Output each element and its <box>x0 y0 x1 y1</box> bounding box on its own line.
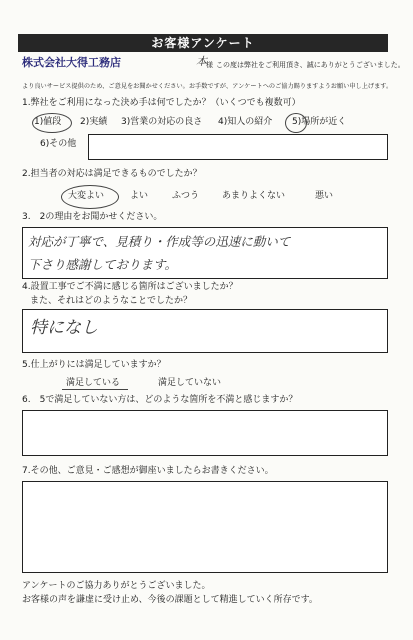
question-4-line-1: 4.設置工事でご不満に感じる箇所はございましたか？ <box>22 282 238 292</box>
q3-answer-line-2: 下さり感謝しております。 <box>28 257 178 272</box>
footer-thanks: アンケートのご協力ありがとうございました。 <box>22 581 211 591</box>
q1-option-price[interactable]: 1)値段 <box>34 117 62 127</box>
q4-answer: 特になし <box>30 318 98 338</box>
q5-option-satisfied-underline <box>62 389 128 390</box>
q2-option-not-good[interactable]: あまりよくない <box>222 191 286 201</box>
intro-honorific: 様 <box>206 61 213 69</box>
intro-request: より良いサービス提供のため、ご意見をお聞かせください。お手数ですが、アンケートへのご協力賜りますようお願い申し上げます。 <box>22 83 393 90</box>
q2-option-very-good[interactable]: 大変よい <box>68 191 105 201</box>
q1-other-field[interactable] <box>88 134 388 160</box>
question-3: 3. 2の理由をお聞かせください。 <box>22 212 163 222</box>
q1-option-results[interactable]: 2)実績 <box>80 117 108 127</box>
q5-option-not-satisfied[interactable]: 満足していない <box>158 378 222 388</box>
q5-option-satisfied[interactable]: 満足している <box>66 378 121 388</box>
customer-name-handwriting: 本 <box>196 55 207 68</box>
footer-commitment: お客様の声を謙虚に受け止め、今後の課題として精進していく所存です。 <box>22 595 318 605</box>
q7-answer-field[interactable] <box>22 481 388 573</box>
q1-other-label: 6)その他 <box>40 139 77 149</box>
q2-option-very-good-circle <box>61 185 119 209</box>
q1-option-location-circle <box>285 113 307 133</box>
question-4-line-2: また、それはどのようなことでしたか？ <box>30 296 193 306</box>
question-5: 5.仕上がりには満足していますか？ <box>22 360 166 370</box>
question-7: 7.その他、ご意見・ご感想が御座いましたらお書きください。 <box>22 466 274 476</box>
question-2: 2.担当者の対応は満足できるものでしたか？ <box>22 169 202 179</box>
q1-option-sales[interactable]: 3)営業の対応の良さ <box>121 117 203 127</box>
q6-answer-field[interactable] <box>22 410 388 456</box>
question-1: 1.弊社をご利用になった決め手は何でしたか？（いくつでも複数可） <box>22 98 301 108</box>
q2-option-bad[interactable]: 悪い <box>315 191 334 201</box>
q1-option-location[interactable]: 5)場所が近く <box>292 117 347 127</box>
q1-option-price-circle <box>32 113 72 133</box>
q1-option-referral[interactable]: 4)知人の紹介 <box>218 117 273 127</box>
intro-thanks: この度は弊社をご利用頂き、誠にありがとうございました。 <box>216 61 405 69</box>
question-6: 6. 5で満足していない方は、どのような箇所を不満と感じますか？ <box>22 395 298 405</box>
q2-option-normal[interactable]: ふつう <box>172 191 200 201</box>
page-title: お客様アンケート <box>18 34 388 52</box>
q3-answer-line-1: 対応が丁寧で、見積り・作成等の迅速に動いて <box>28 234 291 249</box>
q2-option-good[interactable]: よい <box>130 191 149 201</box>
company-name: 株式会社大得工務店 <box>22 56 121 69</box>
